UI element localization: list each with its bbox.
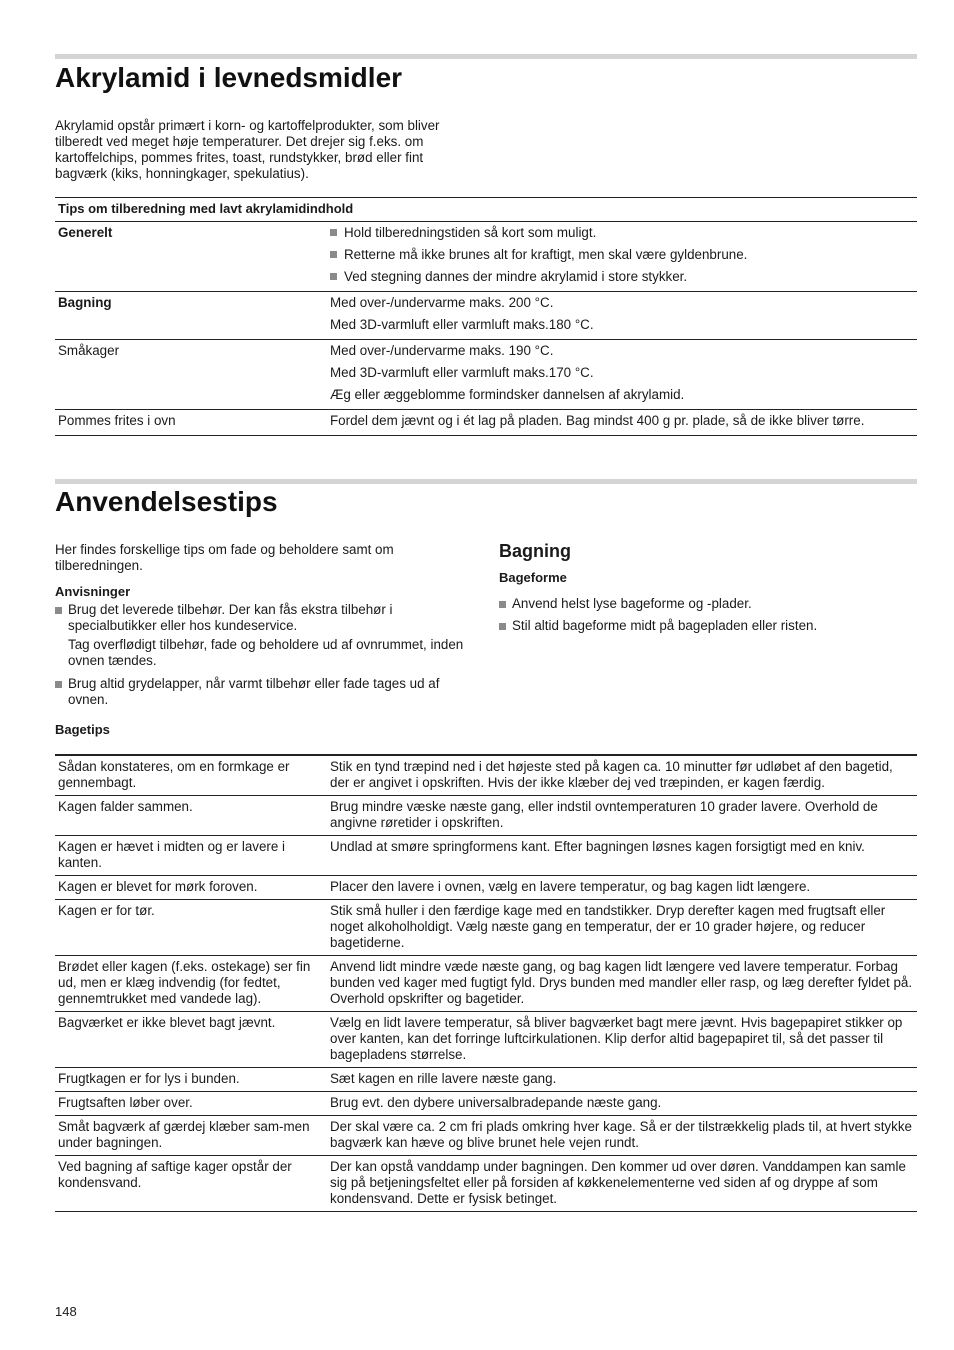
anvendelsestips-left-column <box>55 542 475 715</box>
bullet-square-icon <box>55 607 62 614</box>
bagetips-solution: Der kan opstå vanddamp under bagningen. Den kommer ud over døren. Vanddampen kan samle sig på betjeningsfeltet eller på forsiden af køkkenelementerne ved siden af og dryppe af som kondensvand. Dette er fysisk betinget. <box>330 1159 906 1206</box>
bagetips-table <box>55 754 917 1212</box>
akrylamid-row-content <box>330 340 917 409</box>
bagetips-row <box>55 756 917 796</box>
section-divider-top <box>55 54 917 59</box>
akrylamid-row-line <box>330 387 917 409</box>
bullet-square-icon <box>55 681 62 688</box>
bullet-square-icon <box>499 601 506 608</box>
akrylamid-row-line <box>330 295 917 317</box>
bagetips-solution: Stik en tynd træpind ned i det højeste sted på kagen ca. 10 minutter før udløbet af den bagetid, der er angivet i opskriften. Hvis der ikke klæber dej ved træpinden, er kagen færdig. <box>330 759 893 790</box>
bagetips-problem: Småt bagværk af gærdej klæber sam-men under bagningen. <box>58 1119 310 1150</box>
bagetips-solution: Der skal være ca. 2 cm fri plads omkring hver kage. Så er der tilstrækkelig plads til, at hvert stykke bagværk kan hæve og blive brunet hele vejen rundt. <box>330 1119 912 1150</box>
akrylamid-row-line <box>330 343 917 365</box>
bagetips-solution: Brug evt. den dybere universalbradepande næste gang. <box>330 1095 662 1110</box>
akrylamid-row-line <box>330 365 917 387</box>
anvisninger-text: Brug altid grydelapper, når varmt tilbehør eller fade tages ud af ovnen. <box>68 676 440 707</box>
bagetips-heading: Bagetips <box>55 722 110 737</box>
bagetips-solution: Vælg en lidt lavere temperatur, så bliver bagværket bagt mere jævnt. Hvis bagepapiret stikker op over kanten, kan det forringe luftcirkulationen. Klip derfor altid bagepapiret til, så det passer til bagepladens størrelse. <box>330 1015 903 1062</box>
akrylamid-row-text: Med over-/undervarme maks. 200 °C. <box>330 295 554 310</box>
akrylamid-table-header: Tips om tilberedning med lavt akrylamidindhold <box>55 197 917 222</box>
akrylamid-row-label: Pommes frites i ovn <box>58 413 176 428</box>
section-divider-middle <box>55 479 917 484</box>
akrylamid-row-content <box>330 410 917 435</box>
akrylamid-table-row <box>55 340 917 410</box>
akrylamid-table-row <box>55 292 917 340</box>
bagetips-solution: Anvend lidt mindre væde næste gang, og bag kagen lidt længere ved lavere temperatur. Forbag bunden ved kager med fugtigt fyld. Drys bunden med mandler eller rasp, og læg derefter fyldet på. Overhold opskrifter og bagetider. <box>330 959 913 1006</box>
akrylamid-row-line <box>330 269 917 291</box>
akrylamid-row-text: Fordel dem jævnt og i ét lag på pladen. Bag mindst 400 g pr. plade, så de ikke bliver tørre. <box>330 413 865 428</box>
akrylamid-row-text: Æg eller æggeblomme formindsker dannelsen af akrylamid. <box>330 387 685 402</box>
bullet-square-icon <box>330 273 337 280</box>
bagetips-problem: Kagen er hævet i midten og er lavere i kanten. <box>58 839 286 870</box>
bagetips-problem: Frugtkagen er for lys i bunden. <box>58 1071 240 1086</box>
section-title-akrylamid: Akrylamid i levnedsmidler <box>55 62 403 93</box>
akrylamid-row-line <box>330 317 917 339</box>
akrylamid-row-line <box>330 225 917 247</box>
anvisninger-item <box>55 602 475 669</box>
anvisninger-item <box>55 676 475 708</box>
bagetips-row <box>55 876 917 900</box>
akrylamid-table-row <box>55 222 917 292</box>
bagning-heading: Bagning <box>499 541 571 561</box>
bagetips-solution: Sæt kagen en rille lavere næste gang. <box>330 1071 557 1086</box>
bagetips-solution: Placer den lavere i ovnen, vælg en lavere temperatur, og bag kagen lidt længere. <box>330 879 811 894</box>
bagetips-solution: Brug mindre væske næste gang, eller indstil ovntemperaturen 10 grader lavere. Overhold de angivne røretider i opskriften. <box>330 799 878 830</box>
page-number: 148 <box>55 1304 77 1319</box>
bagetips-row <box>55 1012 917 1068</box>
akrylamid-row-text: Retterne må ikke brunes alt for kraftigt, men skal være gyldenbrune. <box>344 247 748 262</box>
anvisninger-text: Brug det leverede tilbehør. Der kan fås ekstra tilbehør i specialbutikker eller hos kundeservice. <box>68 602 393 633</box>
bagetips-solution: Undlad at smøre springformens kant. Efter bagningen løsnes kagen forsigtigt med en kniv. <box>330 839 865 854</box>
akrylamid-row-text: Med 3D-varmluft eller varmluft maks.170 °C. <box>330 365 594 380</box>
bageforme-text: Stil altid bageforme midt på bagepladen eller risten. <box>512 618 818 633</box>
bagetips-row <box>55 1116 917 1156</box>
anvendelsestips-intro: Her findes forskellige tips om fade og beholdere samt om tilberedningen. <box>55 542 394 573</box>
bagetips-row <box>55 956 917 1012</box>
bagetips-row <box>55 836 917 876</box>
bagetips-problem: Bagværket er ikke blevet bagt jævnt. <box>58 1015 276 1030</box>
akrylamid-row-label: Småkager <box>58 343 120 358</box>
bagetips-solution: Stik små huller i den færdige kage med en tandstikker. Dryp derefter kagen med frugtsaft eller noget alkoholholdigt. Vælg næste gang en temperatur, der er 10 grader højere, og reducer bagetiderne. <box>330 903 886 950</box>
bullet-square-icon <box>499 623 506 630</box>
bullet-square-icon <box>330 251 337 258</box>
akrylamid-row-text: Med over-/undervarme maks. 190 °C. <box>330 343 554 358</box>
bagetips-row <box>55 900 917 956</box>
anvisninger-heading: Anvisninger <box>55 584 131 599</box>
akrylamid-table <box>55 197 917 436</box>
bagetips-problem: Kagen er for tør. <box>58 903 155 918</box>
section-title-anvendelsestips: Anvendelsestips <box>55 486 278 517</box>
bageforme-list <box>499 596 919 634</box>
bagetips-row <box>55 1156 917 1212</box>
akrylamid-row-label: Generelt <box>58 225 113 240</box>
akrylamid-row-label: Bagning <box>58 295 112 310</box>
bageforme-item <box>499 618 919 634</box>
akrylamid-table-row <box>55 410 917 436</box>
bagetips-problem: Sådan konstateres, om en formkage er gennembagt. <box>58 759 290 790</box>
bageforme-item <box>499 596 919 612</box>
anvisninger-subtext: Tag overflødigt tilbehør, fade og beholdere ud af ovnrummet, inden ovnen tændes. <box>68 637 464 668</box>
bageforme-heading: Bageforme <box>499 570 567 585</box>
akrylamid-row-line <box>330 247 917 269</box>
bagetips-problem: Frugtsaften løber over. <box>58 1095 193 1110</box>
akrylamid-row-text: Ved stegning dannes der mindre akrylamid i store stykker. <box>344 269 688 284</box>
bagetips-problem: Brødet eller kagen (f.eks. ostekage) ser fin ud, men er klæg indvendig (for fedtet, gennemtrukket med vandede lag). <box>58 959 311 1006</box>
akrylamid-row-content <box>330 222 917 291</box>
bagetips-row <box>55 1092 917 1116</box>
akrylamid-row-text: Med 3D-varmluft eller varmluft maks.180 °C. <box>330 317 594 332</box>
bagetips-row <box>55 796 917 836</box>
akrylamid-row-content <box>330 292 917 339</box>
akrylamid-table-body <box>55 222 917 436</box>
bagetips-row <box>55 1068 917 1092</box>
anvisninger-list <box>55 602 475 708</box>
anvendelsestips-right-column <box>499 540 919 640</box>
bageforme-text: Anvend helst lyse bageforme og -plader. <box>512 596 752 611</box>
bagetips-problem: Kagen er blevet for mørk foroven. <box>58 879 258 894</box>
akrylamid-intro: Akrylamid opstår primært i korn- og kartoffelprodukter, som bliver tilberedt ved meget høje temperaturer. Det drejer sig f.eks. om kartoffelchips, pommes frites, toast, rundstykker, brød eller fint bagværk (kiks, honningkager, spekulatius). <box>55 118 440 181</box>
bullet-square-icon <box>330 229 337 236</box>
akrylamid-row-line <box>330 413 917 435</box>
bagetips-problem: Kagen falder sammen. <box>58 799 193 814</box>
bagetips-problem: Ved bagning af saftige kager opstår der kondensvand. <box>58 1159 292 1190</box>
akrylamid-row-text: Hold tilberedningstiden så kort som muligt. <box>344 225 597 240</box>
